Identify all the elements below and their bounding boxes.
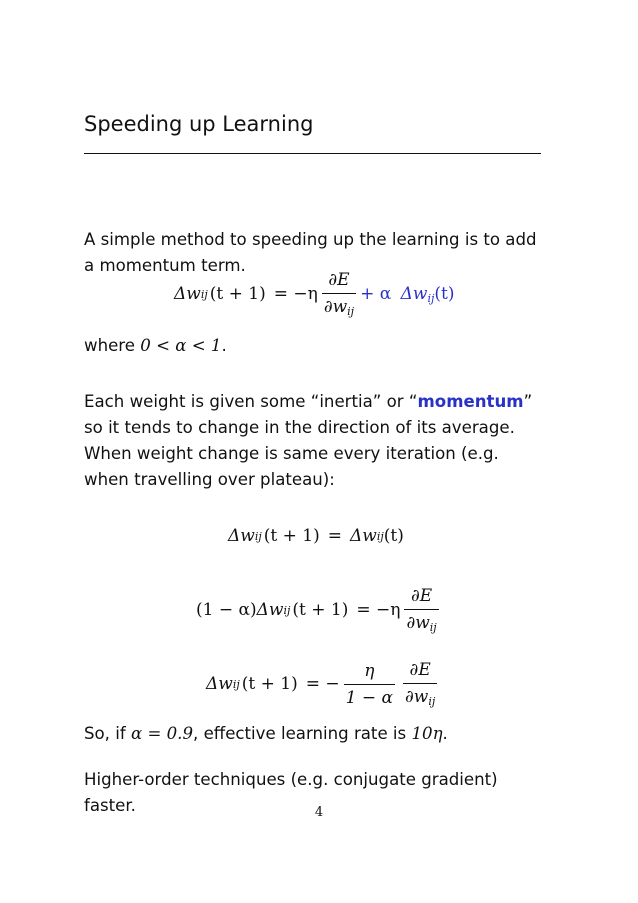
where-line xyxy=(84,333,546,359)
higher-order-line: Higher-order techniques (e.g. conjugate gradient) faster. xyxy=(84,770,498,815)
page-number: 4 xyxy=(314,805,324,820)
eq1-fraction xyxy=(322,270,356,318)
slide-title: Speeding up Learning xyxy=(84,112,314,136)
where-suffix: . xyxy=(221,336,227,355)
inertia-after: ” so it tends to change in the direction of its average. xyxy=(84,392,533,437)
eq3-eq-minus-eta: = −η xyxy=(356,600,401,620)
so-condition: α = 0.9 xyxy=(130,724,194,743)
eq3-ij: ij xyxy=(283,603,291,617)
eq2-t: (t) xyxy=(383,526,404,546)
eq2-delta-w2: Δw xyxy=(349,526,377,546)
effective-rate-equation xyxy=(206,660,441,708)
eq4-den-dw xyxy=(403,683,437,708)
eq1-ij: ij xyxy=(200,287,208,301)
so-prefix: So, if xyxy=(84,724,126,743)
eq4-den-one-minus-alpha: 1 − α xyxy=(344,684,395,708)
so-rate: 10η xyxy=(411,724,443,743)
so-suffix: . xyxy=(442,724,448,743)
eq3-num: ∂E xyxy=(410,586,433,606)
eq3-den-dw: ∂w xyxy=(406,613,430,633)
eq4-t-plus-1: (t + 1) xyxy=(241,674,298,694)
eq4-ij: ij xyxy=(232,677,240,691)
eq1-plus-alpha: + α xyxy=(360,283,392,304)
eq4-num-eta: η xyxy=(364,660,375,681)
inertia-paragraph xyxy=(84,389,546,441)
where-prefix: where xyxy=(84,336,135,355)
eq2-t-plus-1: (t + 1) xyxy=(263,526,320,546)
title-rule xyxy=(84,153,541,154)
eq3-fraction xyxy=(404,586,438,634)
eq3-den xyxy=(404,609,438,634)
eq4-den-dw-text: ∂w xyxy=(405,687,429,707)
eq1-den xyxy=(322,293,356,318)
eq3-delta-w: Δw xyxy=(256,600,284,620)
eq3-den-ij: ij xyxy=(429,621,437,634)
eq1-t: (t) xyxy=(434,283,455,304)
eq3-one-minus-alpha: (1 − α) xyxy=(196,600,257,620)
where-condition: 0 < α < 1 xyxy=(140,336,222,355)
momentum-highlight: momentum xyxy=(417,392,524,411)
eq4-fraction-grad xyxy=(403,660,437,708)
eq4-num-dE: ∂E xyxy=(409,660,431,680)
eq1-eq-minus-eta: = −η xyxy=(273,284,318,304)
eq2-ij2: ij xyxy=(376,529,384,543)
eq1-den-dw: ∂w xyxy=(323,297,348,317)
intro-paragraph: A simple method to speeding up the learning is to add a momentum term. xyxy=(84,230,537,275)
eq1-delta-w2: Δw xyxy=(400,283,428,304)
eq4-fraction-eta xyxy=(344,661,395,708)
eq1-t-plus-1: (t + 1) xyxy=(209,284,266,304)
eq2-eq: = xyxy=(327,526,342,546)
eq4-den-ij: ij xyxy=(428,695,436,708)
eq1-num: ∂E xyxy=(328,270,350,290)
eq2-ij: ij xyxy=(254,529,262,543)
eq1-ij2: ij xyxy=(427,291,435,305)
momentum-equation xyxy=(174,270,455,318)
eq2-delta-w: Δw xyxy=(228,526,255,546)
eq3-t-plus-1: (t + 1) xyxy=(292,600,349,620)
rearranged-equation xyxy=(196,586,443,634)
constant-change-equation xyxy=(228,526,404,546)
eq1-den-ij: ij xyxy=(347,305,355,318)
inertia-before: Each weight is given some “inertia” or “ xyxy=(84,392,418,411)
eq1-momentum-term xyxy=(360,284,454,305)
eq4-delta-w: Δw xyxy=(206,674,233,694)
eq4-eq-minus: = − xyxy=(305,674,340,694)
plateau-paragraph: When weight change is same every iteration (e.g. when travelling over plateau): xyxy=(84,444,499,489)
so-mid: , effective learning rate is xyxy=(193,724,407,743)
eq1-delta-w: Δw xyxy=(174,284,201,304)
so-line xyxy=(84,721,546,747)
